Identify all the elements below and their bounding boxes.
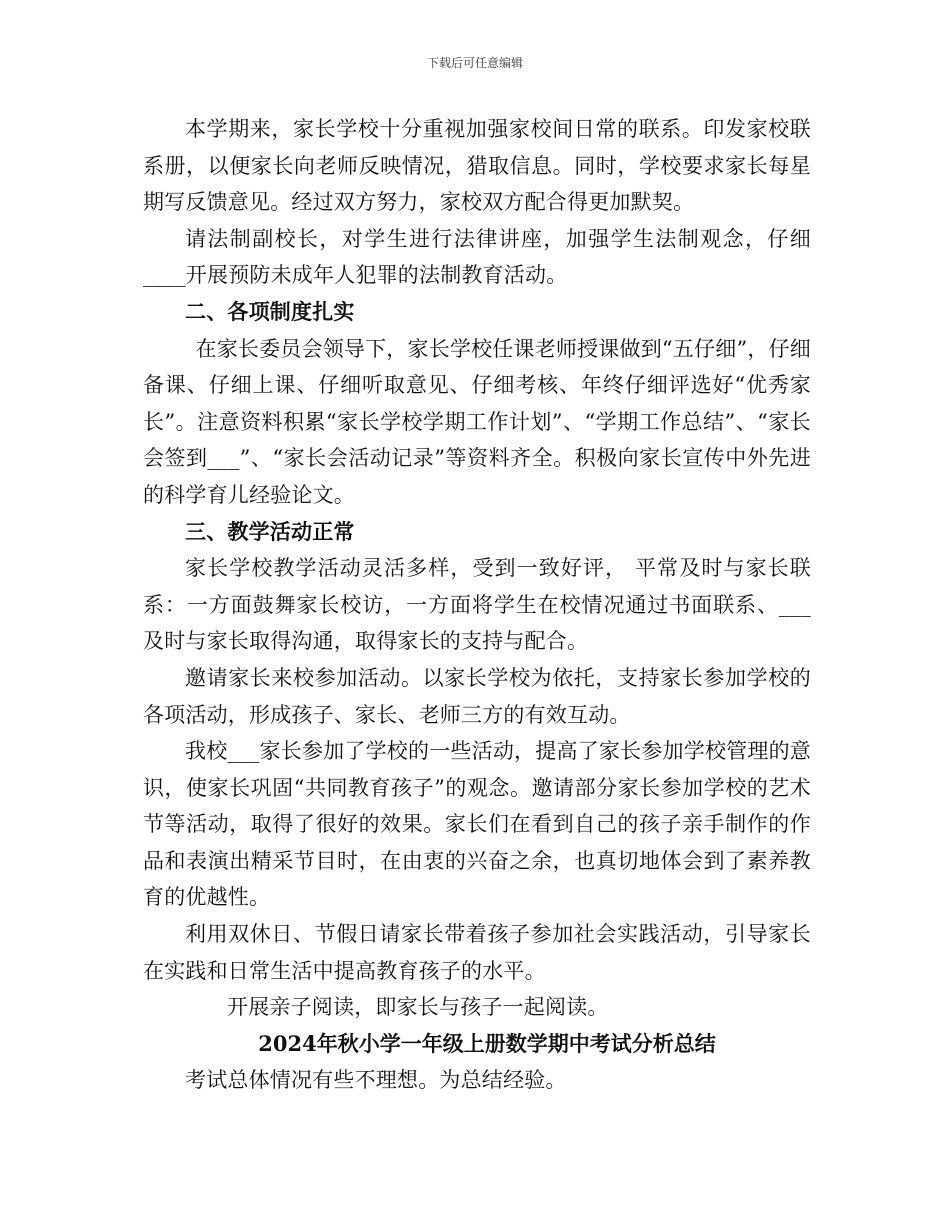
- paragraph-parent-participation: 我校___家长参加了学校的一些活动，提高了家长参加学校管理的意识，使家长巩固“共同教育孩子”的观念。邀请部分家长参加学校的艺术节等活动，取得了很好的效果。家长们在看到自己的孩子亲手制作的作品和表演出精采节目时，在由衷的兴奋之余，也真切地体会到了素养教育的优越性。: [143, 739, 811, 910]
- paragraph-exam-summary: 考试总体情况有些不理想。为总结经验。: [185, 1068, 567, 1093]
- document-body: [143, 111, 811, 1099]
- page-header: 下载后可任意编辑: [426, 56, 523, 70]
- section-heading-systems: 二、各项制度扎实: [185, 298, 355, 324]
- section-heading-teaching: 三、教学活动正常: [185, 518, 355, 544]
- paragraph-legal-lecture: 请法制副校长，对学生进行法律讲座，加强学生法制观念，仔细____开展预防未成年人犯罪的法制教育活动。: [143, 226, 811, 288]
- paragraph-teaching-activities: 家长学校教学活动灵活多样，受到一致好评， 平常及时与家长联系：一方面鼓舞家长校访，一方面将学生在校情况通过书面联系、___及时与家长取得沟通，取得家长的支持与配合。: [143, 556, 811, 654]
- paragraph-invite-parents: 邀请家长来校参加活动。以家长学校为依托，支持家长参加学校的各项活动，形成孩子、家长、老师三方的有效互动。: [143, 665, 811, 727]
- paragraph-parent-child-reading: 开展亲子阅读，即家长与孩子一起阅读。: [227, 995, 609, 1020]
- paragraph-family-school-contact: 本学期来，家长学校十分重视加强家校间日常的联系。印发家校联系册，以便家长向老师反映情况，猎取信息。同时，学校要求家长每星期写反馈意见。经过双方努力，家校双方配合得更加默契。: [143, 117, 811, 215]
- document-title: 2024年秋小学一年级上册数学期中考试分析总结: [258, 1030, 716, 1056]
- paragraph-parent-committee: 在家长委员会领导下，家长学校任课老师授课做到“五仔细”，仔细备课、仔细上课、仔细听取意见、仔细考核、年终仔细评选好“优秀家长”。注意资料积累“家长学校学期工作计划”、“学期工作总结”、“家长会签到___”、“家长会活动记录”等资料齐全。积极向家长宣传中外先进的科学育儿经验论文。: [143, 336, 811, 507]
- paragraph-social-practice: 利用双休日、节假日请家长带着孩子参加社会实践活动，引导家长在实践和日常生活中提高教育孩子的水平。: [143, 922, 811, 983]
